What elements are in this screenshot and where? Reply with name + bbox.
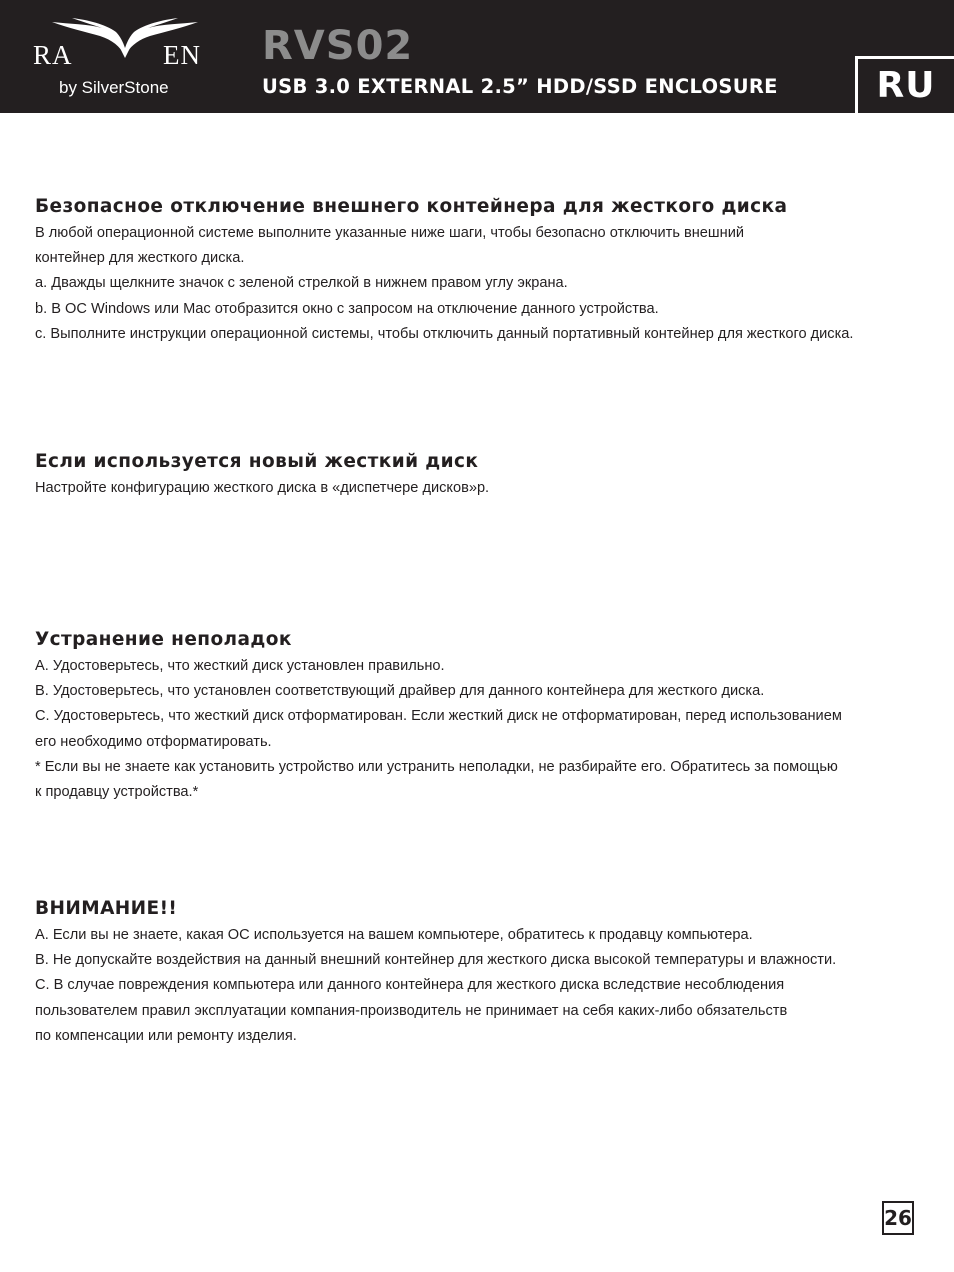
paragraph-line: контейнер для жесткого диска. <box>35 250 245 267</box>
step-item: A. Удостоверьтесь, что жесткий диск установлен правильно. <box>35 658 445 674</box>
step-item: B. Удостоверьтесь, что установлен соответствующий драйвер для данного контейнера для жесткого диска. <box>35 683 765 700</box>
section-heading: Безопасное отключение внешнего контейнера для жесткого диска <box>35 196 788 217</box>
logo-byline: by SilverStone <box>59 78 169 97</box>
paragraph-line: пользователем правил эксплуатации компания-производитель не принимает на себя каких-либо обязательств <box>35 1002 788 1019</box>
paragraph-line: Настройте конфигурацию жесткого диска в «диспетчере дисков»р. <box>35 480 490 496</box>
logo-text-left: RA <box>33 40 73 70</box>
logo-text-right: EN <box>163 40 201 70</box>
step-item: b. В ОС Windows или Mac отобразится окно с запросом на отключение данного устройства. <box>35 300 659 317</box>
paragraph-line: по компенсации или ремонту изделия. <box>35 1027 297 1044</box>
step-item: C. Удостоверьтесь, что жесткий диск отформатирован. Если жесткий диск не отформатирован, перед использованием <box>35 708 842 725</box>
section-heading: Устранение неполадок <box>35 629 292 650</box>
note-line: к продавцу устройства.* <box>35 784 199 801</box>
page-header <box>0 0 954 113</box>
raven-logo <box>30 18 220 102</box>
step-item: C. В случае повреждения компьютера или данного контейнера для жесткого диска вследствие несоблюдения <box>35 977 785 994</box>
product-subtitle: USB 3.0 EXTERNAL 2.5” HDD/SSD ENCLOSURE <box>262 75 778 98</box>
warning-section <box>35 898 934 1049</box>
page-number: 26 <box>882 1201 914 1235</box>
step-item: B. Не допускайте воздействия на данный внешний контейнер для жесткого диска высокой температуры и влажности. <box>35 952 837 969</box>
section-heading: ВНИМАНИЕ!! <box>35 898 178 919</box>
step-item: c. Выполните инструкции операционной системы, чтобы отключить данный портативный контейнер для жесткого диска. <box>35 325 854 342</box>
language-code: RU <box>858 59 954 113</box>
note-line: * Если вы не знаете как установить устройство или устранить неполадки, не разбирайте его. Обратитесь за помощью <box>35 758 838 775</box>
paragraph-line: его необходимо отформатировать. <box>35 733 272 750</box>
section-heading: Если используется новый жесткий диск <box>35 451 479 472</box>
new-disk-section <box>35 451 934 501</box>
step-item: A. Если вы не знаете, какая ОС используется на вашем компьютере, обратитесь к продавцу компьютера. <box>35 927 753 943</box>
model-title: RVS02 <box>262 23 414 69</box>
troubleshooting-section <box>35 629 934 805</box>
language-badge <box>855 56 954 113</box>
safe-removal-section <box>35 196 934 347</box>
step-item: a. Дважды щелкните значок с зеленой стрелкой в нижнем правом углу экрана. <box>35 275 568 292</box>
paragraph-line: В любой операционной системе выполните указанные ниже шаги, чтобы безопасно отключить внешний <box>35 225 744 241</box>
